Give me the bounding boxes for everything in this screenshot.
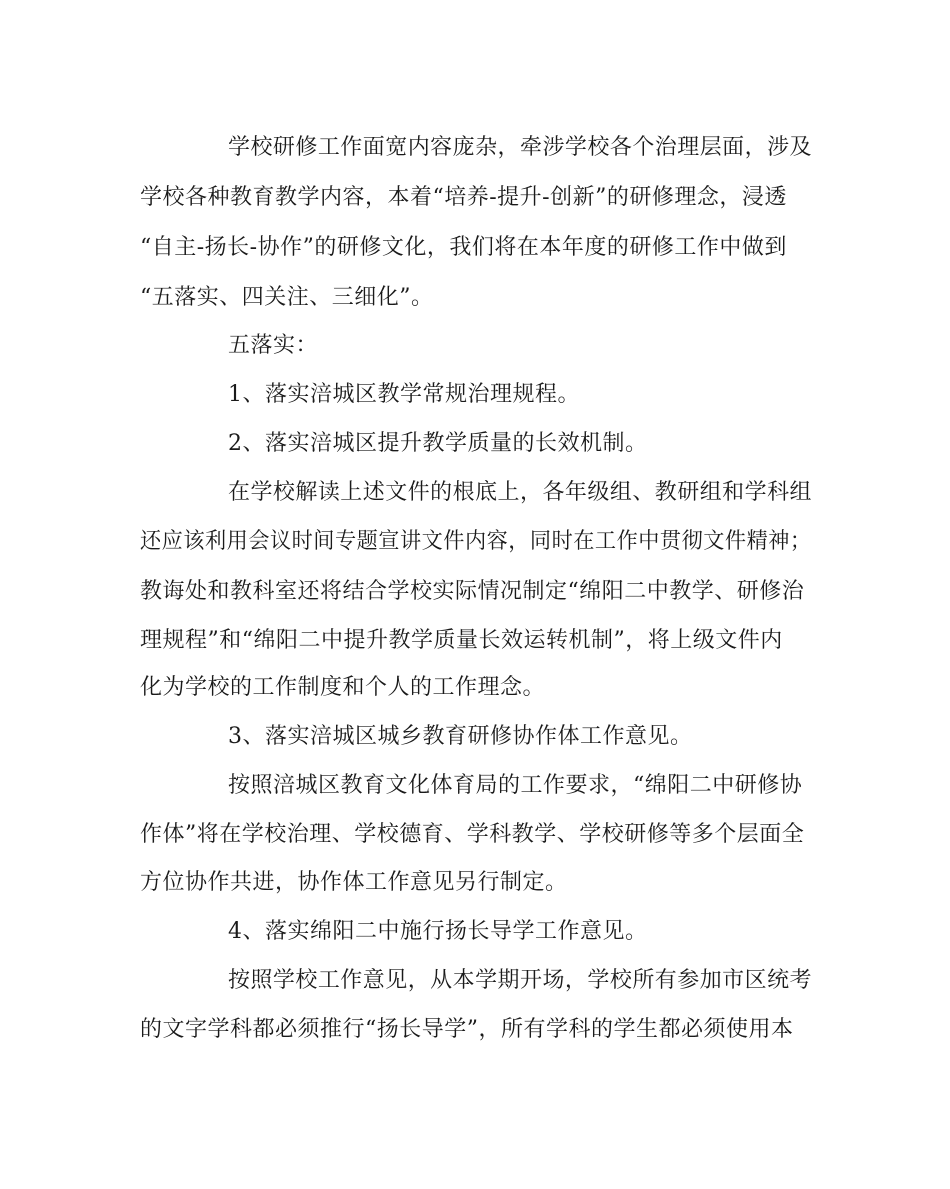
paragraph-line: 在学校解读上述文件的根底上，各年级组、教研组和学科组 — [228, 480, 813, 505]
paragraph-line: 教诲处和教科室还将结合学校实际情况制定“绵阳二中教学、研修治 — [140, 579, 805, 604]
list-item: 4、落实绵阳二中施行扬长导学工作意见。 — [228, 919, 648, 944]
paragraph-line: 按照学校工作意见，从本学期开场，学校所有参加市区统考 — [228, 968, 813, 993]
paragraph-line: “五落实、四关注、三细化”。 — [140, 285, 434, 310]
list-item: 3、落实涪城区城乡教育研修协作体工作意见。 — [228, 724, 693, 749]
paragraph-line: 按照涪城区教育文化体育局的工作要求，“绵阳二中研修协 — [228, 773, 803, 798]
paragraph-line: “自主-扬长-协作”的研修文化，我们将在本年度的研修工作中做到 — [140, 235, 787, 260]
paragraph-line: 还应该利用会议时间专题宣讲文件内容，同时在工作中贯彻文件精神； — [140, 529, 812, 554]
list-item: 1、落实涪城区教学常规治理规程。 — [228, 382, 580, 407]
paragraph-line: 方位协作共进，协作体工作意见另行制定。 — [140, 870, 568, 895]
section-heading: 五落实： — [228, 333, 319, 358]
paragraph-line: 的文字学科都必须推行“扬长导学”，所有学科的学生都必须使用本 — [140, 1017, 794, 1042]
list-item: 2、落实涪城区提升教学质量的长效机制。 — [228, 431, 648, 456]
paragraph-line: 作体”将在学校治理、学校德育、学科教学、学校研修等多个层面全 — [140, 822, 805, 847]
paragraph-line: 理规程”和“绵阳二中提升教学质量长效运转机制”，将上级文件内 — [140, 628, 783, 653]
paragraph-line: 学校研修工作面宽内容庞杂，牵涉学校各个治理层面，涉及 — [228, 135, 813, 160]
paragraph-line: 学校各种教育教学内容，本着“培养-提升-创新”的研修理念，浸透 — [140, 185, 787, 210]
paragraph-line: 化为学校的工作制度和个人的工作理念。 — [140, 675, 546, 700]
